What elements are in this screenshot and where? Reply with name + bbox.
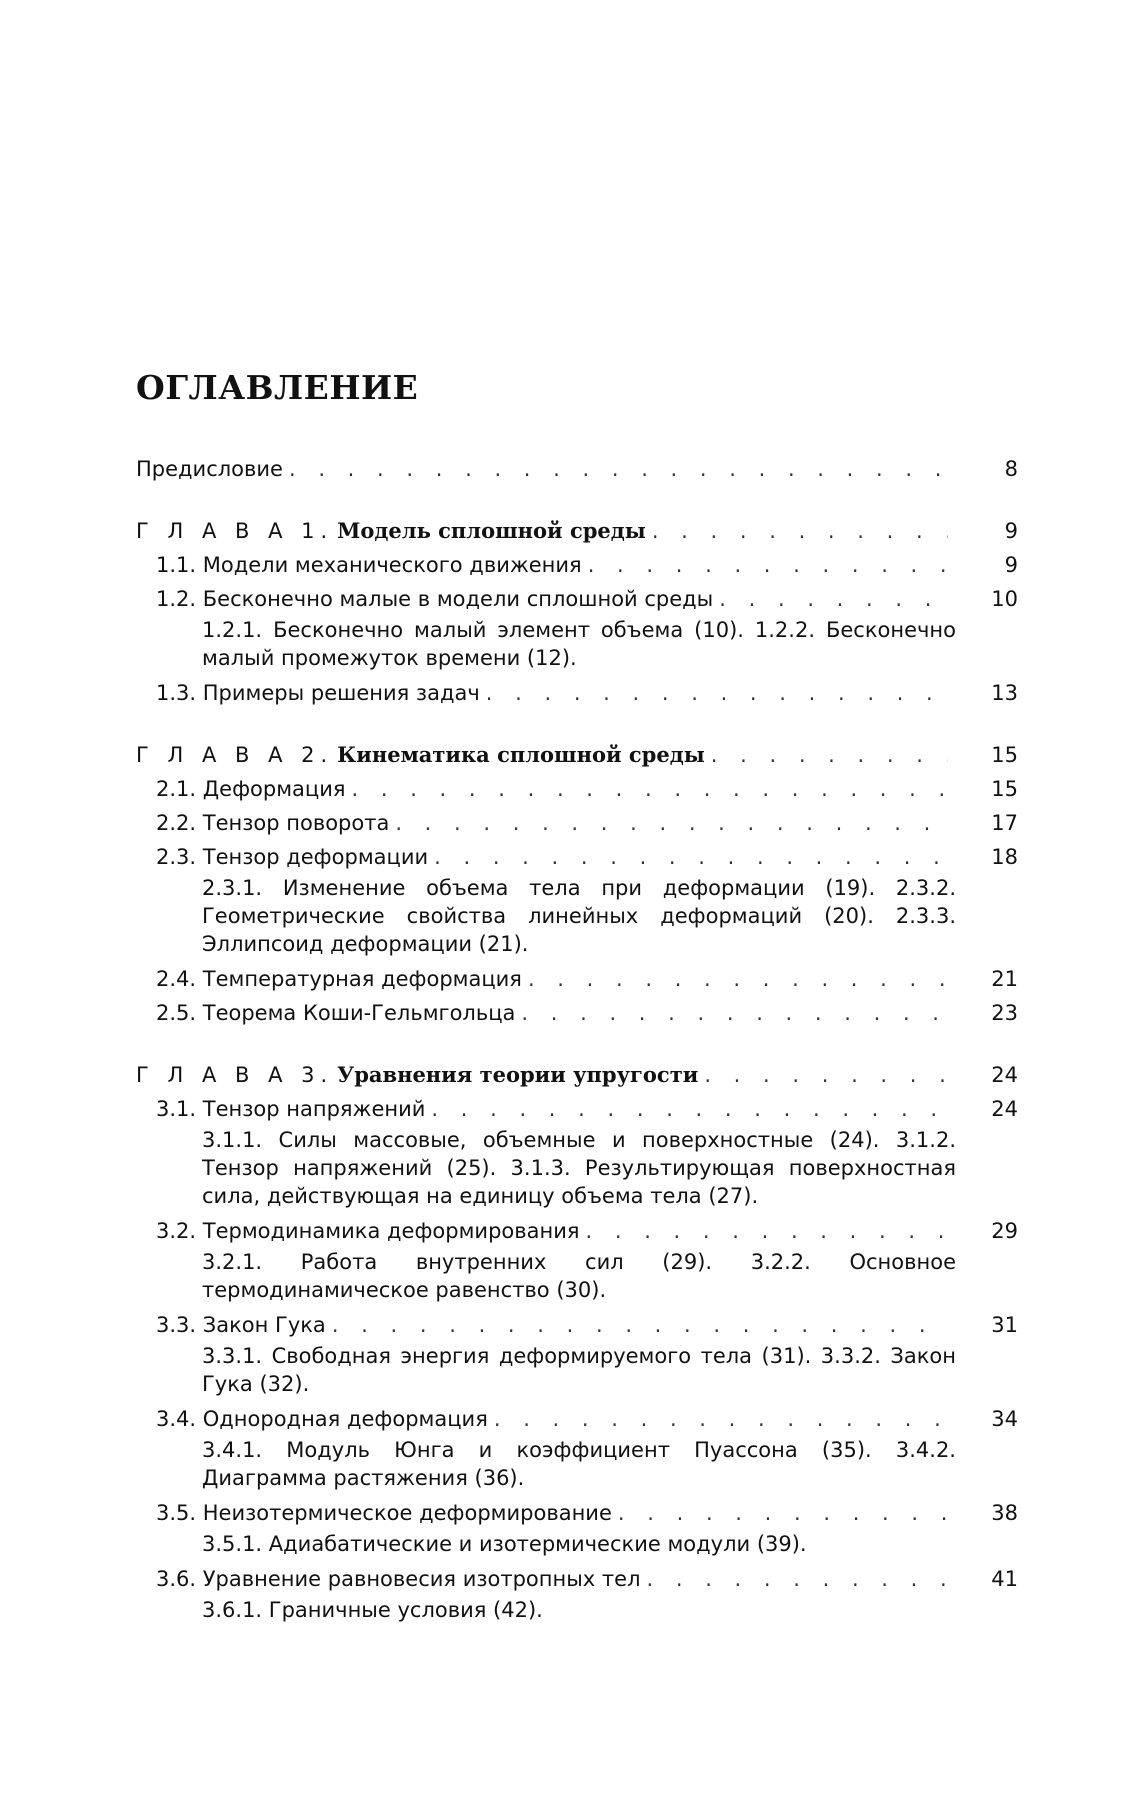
toc-chapter-heading — [136, 514, 646, 548]
dot-leader — [515, 996, 948, 1030]
toc-section-label: 3.1. Тензор напряжений — [156, 1097, 426, 1121]
toc-section-row[interactable] — [136, 1402, 1018, 1436]
toc-page-number: 24 — [991, 1063, 1018, 1087]
dot-leader — [580, 1214, 949, 1248]
toc-page-number: 13 — [991, 681, 1018, 705]
toc-section-label: 2.5. Теорема Коши-Гельмгольца — [156, 1001, 516, 1025]
toc-subsections: 2.3.1. Изменение объема тела при деформации (19). 2.3.2. Геометрические свойства линейных деформаций (20). 2.3.3. Эллипсоид деформации (21). — [202, 876, 956, 956]
toc-section-row[interactable] — [136, 806, 1018, 840]
toc-page-number: 15 — [991, 743, 1018, 767]
toc-subsections: 3.4.1. Модуль Юнга и коэффициент Пуассона (35). 3.4.2. Диаграмма растяжения (36). — [202, 1438, 956, 1490]
toc-preface-row[interactable] — [136, 452, 1018, 486]
toc-section-label: 1.1. Модели механического движения — [156, 553, 582, 577]
chapter-label: Г Л А В А 2. — [136, 743, 334, 767]
toc-chapter-row[interactable] — [136, 514, 1018, 548]
toc-subsections: 3.2.1. Работа внутренних сил (29). 3.2.2. Основное термодинамическое равенство (30). — [202, 1250, 956, 1302]
dot-leader — [582, 548, 948, 582]
toc-subsections: 3.5.1. Адиабатические и изотермические модули (39). — [202, 1532, 807, 1556]
table-of-contents — [136, 452, 1018, 1628]
toc-section-label: 2.2. Тензор поворота — [156, 811, 390, 835]
toc-page-number: 24 — [991, 1097, 1018, 1121]
toc-subsections: 3.6.1. Граничные условия (42). — [202, 1598, 543, 1622]
toc-preface-label: Предисловие — [136, 457, 283, 481]
toc-chapter-heading — [136, 738, 705, 772]
toc-section-row[interactable] — [136, 1092, 1018, 1126]
toc-subsections: 3.3.1. Свободная энергия деформируемого тела (31). 3.3.2. Закон Гука (32). — [202, 1344, 956, 1396]
toc-section-row[interactable] — [136, 962, 1018, 996]
toc-section-row[interactable] — [136, 548, 1018, 582]
dot-leader — [488, 1402, 948, 1436]
toc-page-number: 10 — [991, 587, 1018, 611]
toc-page-number: 9 — [1004, 553, 1018, 577]
chapter-label: Г Л А В А 1. — [136, 519, 334, 543]
toc-section-label: 1.3. Примеры решения задач — [156, 681, 480, 705]
toc-section-row[interactable] — [136, 772, 1018, 806]
toc-page-number: 41 — [991, 1567, 1018, 1591]
toc-chapter-heading — [136, 1058, 698, 1092]
dot-leader — [425, 1092, 948, 1126]
toc-section-label: 3.4. Однородная деформация — [156, 1407, 488, 1431]
dot-leader — [522, 962, 948, 996]
toc-section-row[interactable] — [136, 1496, 1018, 1530]
chapter-spacer — [136, 1030, 1018, 1058]
toc-section-label: 3.6. Уравнение равновесия изотропных тел — [156, 1567, 641, 1591]
toc-section-row[interactable] — [136, 582, 1018, 616]
dot-leader — [480, 676, 948, 710]
toc-section-row[interactable] — [136, 1214, 1018, 1248]
toc-section-label: 2.1. Деформация — [156, 777, 346, 801]
dot-leader — [646, 514, 948, 548]
toc-page-number: 31 — [991, 1313, 1018, 1337]
toc-section-row[interactable] — [136, 1562, 1018, 1596]
toc-section-row[interactable] — [136, 840, 1018, 874]
toc-page-number: 38 — [991, 1501, 1018, 1525]
toc-section-row[interactable] — [136, 1308, 1018, 1342]
toc-page-number: 18 — [991, 845, 1018, 869]
dot-leader — [705, 738, 948, 772]
toc-chapter-row[interactable] — [136, 1058, 1018, 1092]
dot-leader — [389, 806, 948, 840]
toc-page-number: 15 — [991, 777, 1018, 801]
toc-page-number: 34 — [991, 1407, 1018, 1431]
dot-leader — [641, 1562, 949, 1596]
toc-section-row[interactable] — [136, 676, 1018, 710]
dot-leader — [428, 840, 948, 874]
toc-chapter-row[interactable] — [136, 738, 1018, 772]
toc-subsections: 3.1.1. Силы массовые, объемные и поверхностные (24). 3.1.2. Тензор напряжений (25). 3.1.3. Результирующая поверхностная сила, действующая на единицу объема тела (27). — [202, 1128, 956, 1208]
chapter-title: Уравнения теории упругости — [337, 1062, 699, 1087]
page-title: ОГЛАВЛЕНИЕ — [136, 368, 419, 407]
toc-section-label: 2.3. Тензор деформации — [156, 845, 429, 869]
chapter-title: Модель сплошной среды — [337, 518, 646, 543]
toc-subsections: 1.2.1. Бесконечно малый элемент объема (10). 1.2.2. Бесконечно малый промежуток времени (12). — [202, 618, 956, 670]
chapter-title: Кинематика сплошной среды — [337, 742, 705, 767]
dot-leader — [698, 1058, 948, 1092]
toc-section-row[interactable] — [136, 996, 1018, 1030]
dot-leader — [326, 1308, 948, 1342]
dot-leader — [346, 772, 949, 806]
dot-leader — [713, 582, 948, 616]
toc-page-number: 29 — [991, 1219, 1018, 1243]
toc-page-number: 9 — [1004, 519, 1018, 543]
chapter-spacer — [136, 486, 1018, 514]
toc-page-number: 23 — [991, 1001, 1018, 1025]
toc-page-number: 17 — [991, 811, 1018, 835]
toc-section-label: 1.2. Бесконечно малые в модели сплошной среды — [156, 587, 714, 611]
toc-section-label: 3.3. Закон Гука — [156, 1313, 326, 1337]
toc-section-label: 2.4. Температурная деформация — [156, 967, 522, 991]
toc-page-number: 21 — [991, 967, 1018, 991]
toc-section-label: 3.5. Неизотермическое деформирование — [156, 1501, 612, 1525]
chapter-label: Г Л А В А 3. — [136, 1063, 334, 1087]
dot-leader — [612, 1496, 948, 1530]
toc-section-label: 3.2. Термодинамика деформирования — [156, 1219, 580, 1243]
toc-page-number: 8 — [1004, 457, 1018, 481]
chapter-spacer — [136, 710, 1018, 738]
dot-leader — [283, 452, 948, 486]
